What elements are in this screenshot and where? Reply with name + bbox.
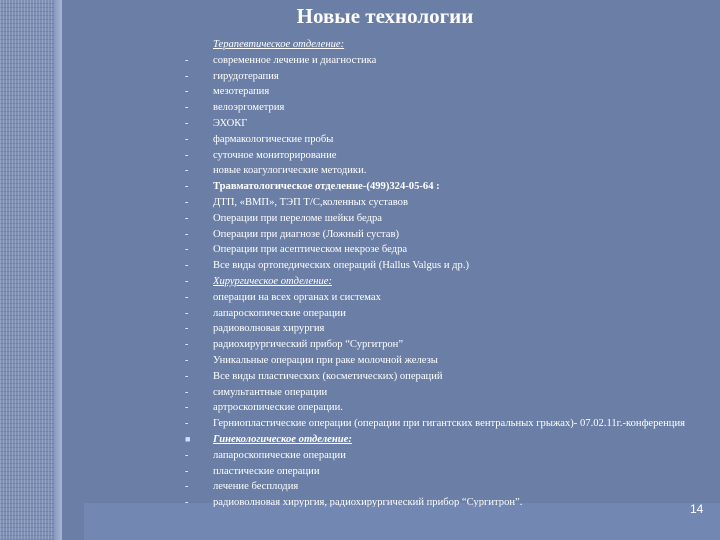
dash-bullet: - — [185, 307, 189, 319]
list-item — [185, 242, 720, 258]
dash-bullet: - — [185, 481, 189, 493]
strip-edge — [54, 0, 62, 540]
list-item-text: операции на всех органах и системах — [213, 291, 381, 303]
list-item — [185, 416, 720, 432]
list-item — [185, 179, 720, 195]
dash-bullet: - — [185, 244, 189, 256]
list-item — [185, 495, 720, 507]
list-item — [185, 84, 720, 100]
list-item — [185, 132, 720, 148]
list-item — [185, 306, 720, 322]
dash-bullet: - — [185, 181, 189, 193]
list-item — [185, 69, 720, 85]
dash-bullet: - — [185, 228, 189, 240]
list-item-text: радиоволновая хирургия, радиохирургический прибор “Сургитрон”. — [213, 497, 523, 507]
list-item — [185, 369, 720, 385]
list-item-text: Хирургическое отделение: — [213, 275, 332, 287]
dash-bullet: - — [185, 370, 189, 382]
dash-bullet: - — [185, 402, 189, 414]
dash-bullet: - — [185, 165, 189, 177]
list-item-text: лечение бесплодия — [213, 481, 299, 493]
list-item — [185, 448, 720, 464]
list-item-text: Операции при диагнозе (Ложный сустав) — [213, 228, 400, 240]
list-item — [185, 195, 720, 211]
list-item-text: Все виды пластических (косметических) операций — [213, 370, 443, 382]
list-item — [185, 258, 720, 274]
dash-bullet: - — [185, 386, 189, 398]
dash-bullet: - — [185, 212, 189, 224]
list-item-text: Операции при переломе шейки бедра — [213, 212, 382, 224]
list-item-text: суточное мониторирование — [213, 149, 337, 161]
dash-bullet: - — [185, 102, 189, 114]
dash-bullet: - — [185, 291, 189, 303]
decorative-left-strip — [0, 0, 62, 540]
list-item-text: пластические операции — [213, 465, 320, 477]
list-item — [185, 211, 720, 227]
dash-bullet: - — [185, 260, 189, 272]
dash-bullet: - — [185, 117, 189, 129]
list-item-text: фармакологические пробы — [213, 133, 334, 145]
list-item-text: радиоволновая хирургия — [213, 323, 325, 335]
dash-bullet: - — [185, 196, 189, 208]
list-item-text: Герниопластические операции (операции при гигантских вентральных грыжах)- 07.02.11г.-конференция — [213, 418, 686, 430]
dash-bullet: - — [185, 497, 189, 507]
dash-bullet: - — [185, 70, 189, 82]
list-item-text: радиохирургический прибор “Сургитрон” — [213, 339, 404, 351]
list-item-text: гирудотерапия — [213, 70, 279, 82]
dash-bullet: - — [185, 133, 189, 145]
list-item — [185, 53, 720, 69]
list-item — [185, 274, 720, 290]
dash-bullet: - — [185, 275, 189, 287]
list-item — [185, 148, 720, 164]
list-item — [185, 400, 720, 416]
list-item-text: лапароскопические операции — [213, 307, 346, 319]
list-item — [185, 353, 720, 369]
dash-bullet: - — [185, 354, 189, 366]
list-item-text: Гинекологическое отделение: — [213, 433, 352, 445]
list-item-text: Травматологическое отделение-(499)324-05-64 : — [213, 181, 440, 193]
list-item — [185, 385, 720, 401]
dash-bullet: - — [185, 465, 189, 477]
list-item — [185, 227, 720, 243]
list-item — [185, 100, 720, 116]
list-item — [185, 479, 720, 495]
list-item — [185, 321, 720, 337]
dash-bullet: - — [185, 323, 189, 335]
bottom-bar — [84, 503, 720, 540]
list-item-text: лапароскопические операции — [213, 449, 346, 461]
dash-bullet: - — [185, 418, 189, 430]
list-item-text: артроскопические операции. — [213, 402, 343, 414]
list-item-text: новые коагулогические методики. — [213, 165, 367, 177]
list-item-text: велоэргометрия — [213, 102, 285, 114]
list-item-text: ДТП, «ВМП», ТЭП Т/С,коленных суставов — [213, 196, 408, 208]
square-bullet-icon: ■ — [185, 433, 191, 444]
list-item-text: Все виды ортопедических операций (Hallus Valgus и др.) — [213, 260, 469, 272]
list-item-text: Операции при асептическом некрозе бедра — [213, 244, 408, 256]
list-item — [185, 432, 720, 448]
dash-bullet: - — [185, 449, 189, 461]
list-item-text: ЭХОКГ — [213, 117, 248, 129]
slide-number: 14 — [690, 502, 704, 516]
list-item — [185, 163, 720, 179]
slide-content-list — [185, 37, 720, 507]
list-item — [185, 290, 720, 306]
list-item — [185, 116, 720, 132]
slide-title: Новые технологии — [296, 4, 474, 28]
dash-bullet: - — [185, 86, 189, 98]
dash-bullet: - — [185, 54, 189, 66]
dash-bullet: - — [185, 339, 189, 351]
list-item-text: современное лечение и диагностика — [213, 54, 377, 66]
dash-bullet: - — [185, 149, 189, 161]
list-item-text: Терапевтическое отделение: — [213, 39, 345, 50]
list-item-text: мезотерапия — [213, 86, 270, 98]
list-item — [185, 37, 720, 53]
list-item-text: Уникальные операции при раке молочной железы — [213, 354, 438, 366]
list-item — [185, 337, 720, 353]
list-item-text: симультантные операции — [213, 386, 328, 398]
list-item — [185, 464, 720, 480]
